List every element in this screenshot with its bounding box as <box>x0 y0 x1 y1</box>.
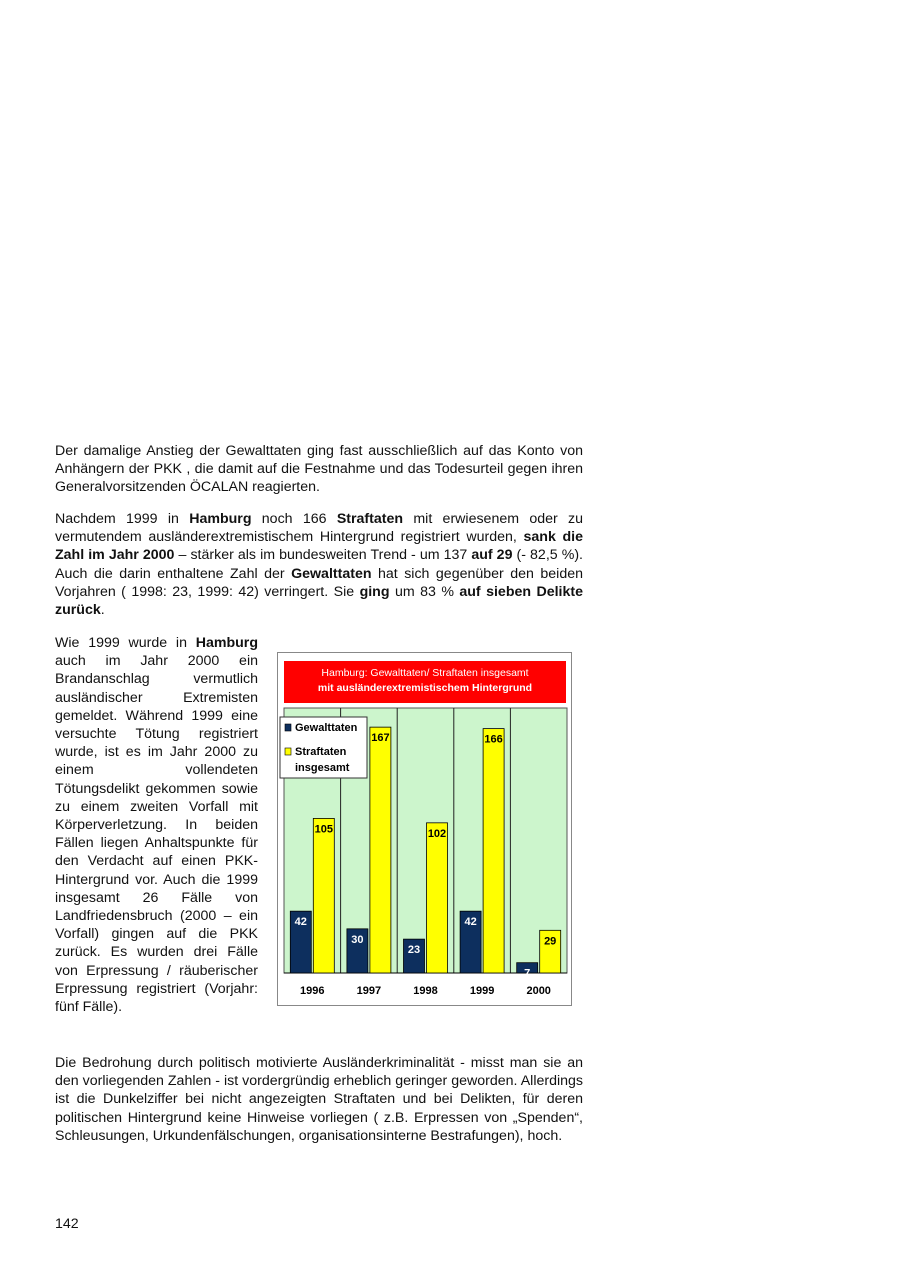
data-label: 167 <box>371 732 390 745</box>
text: hat sich gegenüber den beiden Vorjahren ( 1998: 23, 1999: 42) verringert. Sie <box>55 565 583 600</box>
text: noch 166 <box>251 511 337 527</box>
x-tick-label: 1996 <box>300 985 325 997</box>
text: Nachdem 1999 in <box>55 511 190 527</box>
legend-label-straftaten: Straftaten <box>295 746 347 758</box>
data-label: 166 <box>484 733 503 746</box>
text: (- 82,5 %). Auch die darin enthaltene Zahl der <box>55 547 583 582</box>
incidents-paragraph <box>55 634 258 1016</box>
bold-text: ging <box>359 583 390 600</box>
chart-canvas <box>278 653 571 1005</box>
x-tick-label: 1998 <box>413 985 438 997</box>
data-label: 23 <box>407 944 421 957</box>
bar-chart <box>277 652 572 1006</box>
data-label: 7 <box>524 967 531 980</box>
bold-text: Hamburg <box>195 635 258 651</box>
bold-text: auf sieben Delikte zurück <box>55 583 583 619</box>
x-tick-label: 1997 <box>356 985 382 997</box>
legend-label-gewalttaten: Gewalttaten <box>295 722 358 734</box>
data-label: 105 <box>314 823 333 836</box>
page-number: 142 <box>55 1216 79 1232</box>
bold-text: Hamburg <box>189 511 252 527</box>
conclusion-paragraph: Die Bedrohung durch politisch motivierte Ausländerkriminalität - misst man sie an den vorliegenden Zahlen - ist vordergründig erheblich geringer geworden. Allerdings ist die Dunkelziffer bei nicht angezeigten Straftaten und bei Delikten, für deren politischen Hintergrund keine Hinweise vorliegen ( z.B. Erpressen von „Spenden“, Schleusungen, Urkundenfälschungen, organisationsinterne Bestrafungen), hoch. <box>55 1055 583 1144</box>
bar-straftaten-1996 <box>313 818 334 973</box>
data-label: 42 <box>464 916 477 929</box>
text: . <box>100 602 105 619</box>
text: auch im Jahr 2000 ein Brandanschlag vermutlich ausländischer Extremisten gemeldet. Während 1999 eine versuchte Tötung registriert wurde, ist es im Jahr 2000 zu einem vollendeten Tötungsdelikt gekommen sowie zu einem zweiten Vorfall mit Körperverletzung. In beiden Fällen liegen Anhaltspunkte für den Verdacht auf einen PKK-Hintergrund vor. Auch die 1999 insgesamt 26 Fälle von Landfriedensbruch (2000 – ein Vorfall) gingen auf die PKK zurück. Es wurden drei Fälle von Erpressung / räuberischer Erpressung registriert (Vorjahr: fünf Fälle). <box>55 653 258 1016</box>
x-tick-label: 1999 <box>469 985 495 997</box>
text: Wie 1999 wurde in <box>55 635 196 651</box>
data-label: 42 <box>294 916 307 929</box>
data-label: 102 <box>427 827 447 840</box>
legend-swatch-straftaten <box>285 748 291 755</box>
chart-title-box <box>284 661 566 703</box>
bar-straftaten-1998 <box>427 823 448 973</box>
text: mit erwiesenem oder zu vermutendem ausländerextremistischem Hintergrund registriert wurden, <box>55 511 584 546</box>
x-tick-label: 2000 <box>526 985 551 997</box>
data-label: 30 <box>351 933 364 946</box>
legend-label-straftaten-line2: insgesamt <box>295 762 350 774</box>
bold-text: Gewalttaten <box>291 565 372 582</box>
chart-title: Hamburg: Gewalttaten/ Straftaten insgesamt <box>321 667 529 679</box>
data-label: 29 <box>544 935 557 948</box>
bold-text: Straftaten <box>336 511 404 527</box>
statistics-paragraph <box>55 510 583 619</box>
bar-straftaten-1997 <box>370 727 391 973</box>
text: um 83 % <box>389 583 460 600</box>
text: – stärker als im bundesweiten Trend - um 137 <box>174 547 472 564</box>
legend-swatch-gewalttaten <box>285 724 291 731</box>
bar-straftaten-1999 <box>483 729 504 973</box>
chart-subtitle: mit ausländerextremistischem Hintergrund <box>317 682 533 694</box>
intro-paragraph: Der damalige Anstieg der Gewalttaten ging fast ausschließlich auf das Konto von Anhängern der PKK , die damit auf die Festnahme und das Todesurteil gegen ihren Generalvorsitzenden ÖCALAN reagierten. <box>55 443 583 496</box>
bold-text: sank die Zahl im Jahr 2000 <box>55 529 583 564</box>
bold-text: auf 29 <box>471 547 513 564</box>
